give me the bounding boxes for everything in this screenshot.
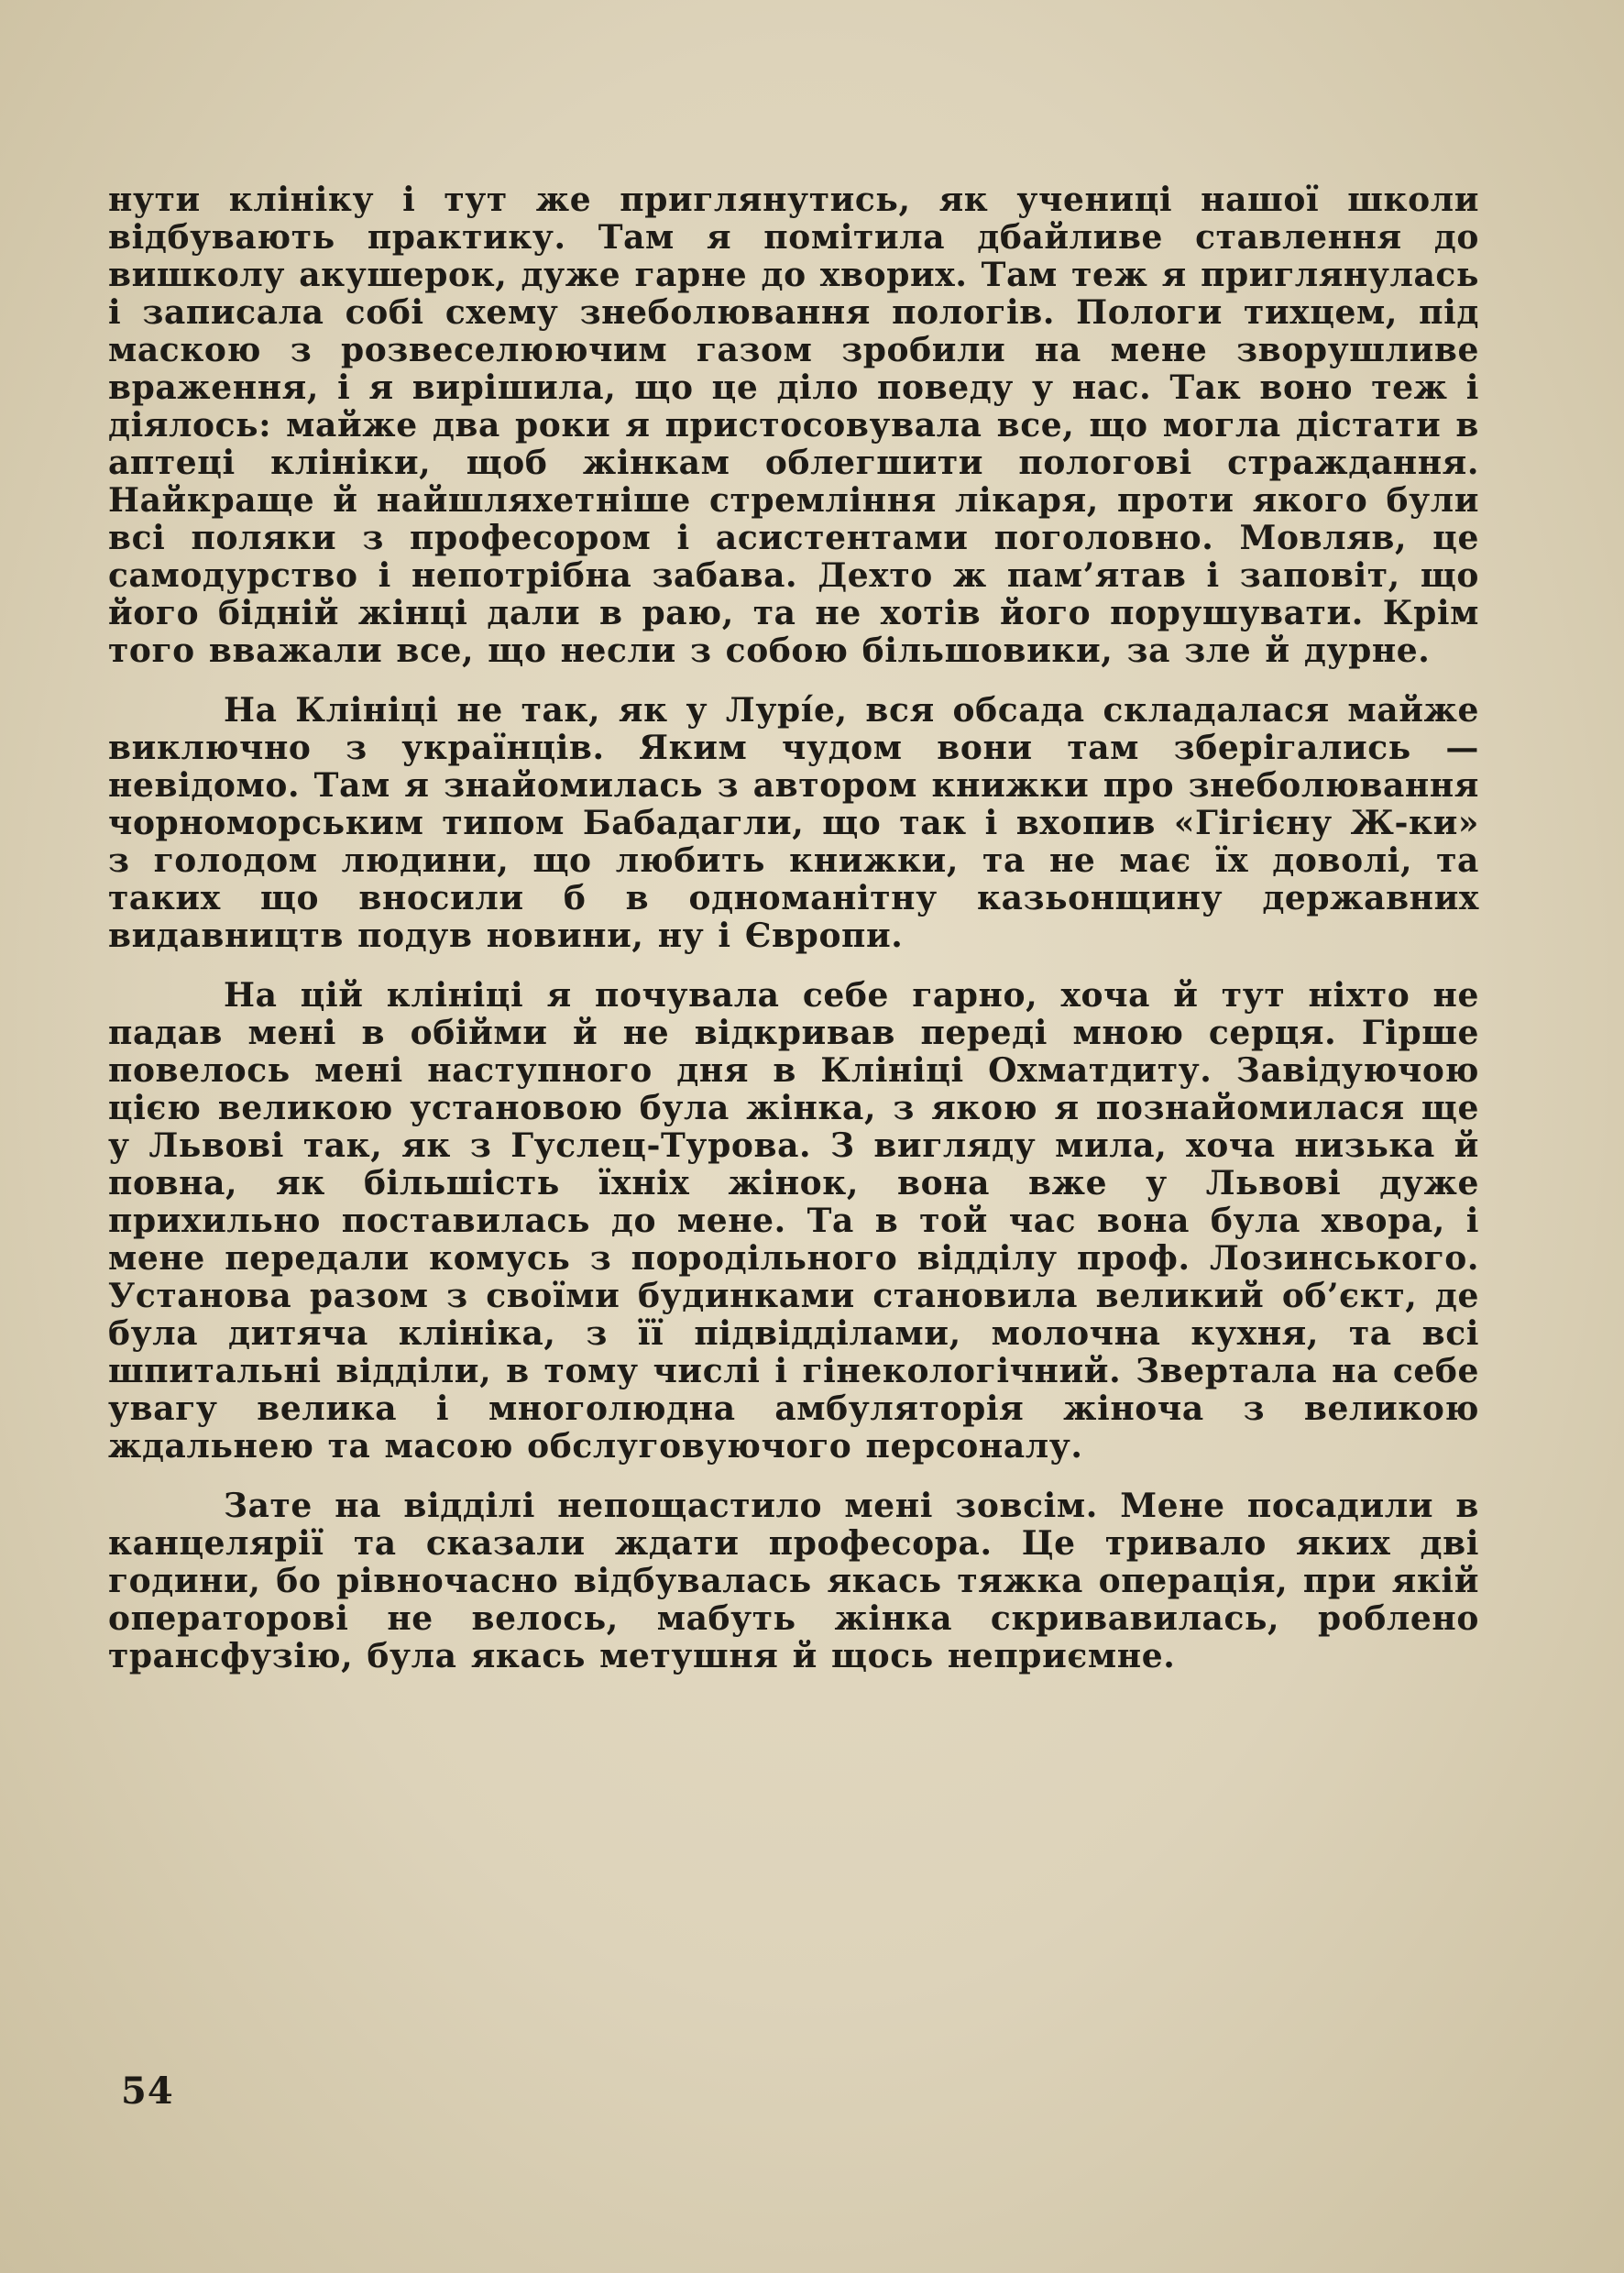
paragraph-4: Зате на відділі непощастило мені зовсім. Мене посадили в канцелярії та сказали ждати професора. Це тривало яких дві години, бо рівночасно відбувалась якась тяжка операція, при якій операторові не велось, мабуть жінка скривавилась, роблено трансфузію, була якась метушня й щось неприємне. bbox=[108, 1487, 1479, 1675]
paragraph-2: На Клініці не так, як у Лурі́е, вся обсада складалася майже виключно з українців. Яким чудом вони там зберігались — невідомо. Там я знайомилась з автором книжки про знеболювання чорноморським типом Бабадагли, що так і вхопив «Гігієну Ж-ки» з голодом людини, що любить книжки, та не має їх доволі, та таких що вносили б в одноманітну казьонщину державних видавництв подув новини, ну і Європи. bbox=[108, 691, 1479, 955]
page-number: 54 bbox=[121, 2070, 174, 2113]
paragraph-3: На цій клініці я почувала себе гарно, хоча й тут ніхто не падав мені в обійми й не відкривав переді мною серця. Гірше повелось мені наступного дня в Клініці Охматдиту. Завідуючою цією великою установою була жінка, з якою я познайомилася ще у Львові так, як з Гуслец-Турова. З вигляду мила, хоча низька й повна, як більшість їхніх жінок, вона вже у Львові дуже прихильно поставилась до мене. Та в той час вона була хвора, і мене передали комусь з породільного відділу проф. Лозинського. Установа разом з своїми будинками становила великий об’єкт, де була дитяча клініка, з її підвідділами, молочна кухня, та всі шпитальні відділи, в тому числі і гінекологічний. Звертала на себе увагу велика і многолюдна амбуляторія жіноча з великою ждальнею та масою обслуговуючого персоналу. bbox=[108, 976, 1479, 1466]
body-text bbox=[108, 181, 1479, 1697]
paragraph-1: нути клініку і тут же приглянутись, як учениці нашої школи відбувають практику. Там я помітила дбайливе ставлення до вишколу акушерок, дуже гарне до хворих. Там теж я приглянулась і записала собі схему знеболювання пологів. Пологи тихцем, під маскою з розвеселюючим газом зробили на мене зворушливе враження, і я вирішила, що це діло поведу у нас. Так воно теж і діялось: майже два роки я пристосовувала все, що могла дістати в аптеці клініки, щоб жінкам облегшити пологові страждання. Найкраще й найшляхетніше стремління лікаря, проти якого були всі поляки з професором і асистентами поголовно. Мовляв, це самодурство і непотрібна забава. Дехто ж пам’ятав і заповіт, що його бідній жінці дали в раю, та не хотів його порушувати. Крім того вважали все, що несли з собою більшовики, за зле й дурне. bbox=[108, 181, 1479, 670]
